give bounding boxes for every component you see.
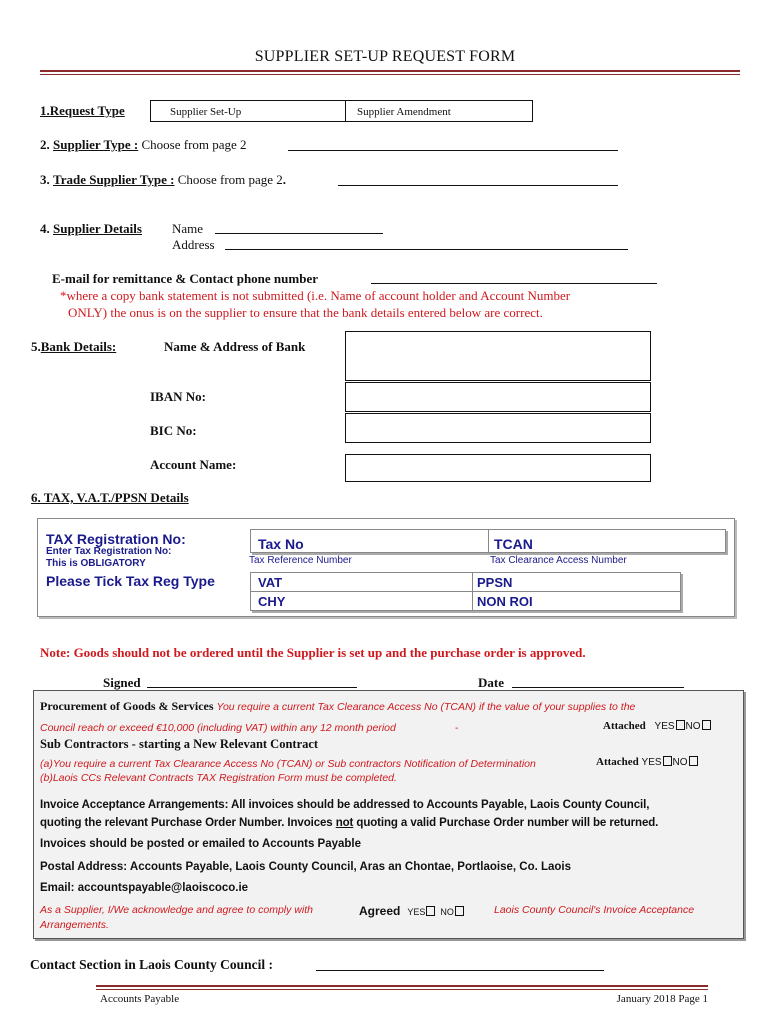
footer-left: Accounts Payable <box>100 993 180 1005</box>
account-name-field[interactable] <box>345 454 651 482</box>
subcontractors-no: NO <box>672 757 688 768</box>
bank-note-line1: *where a copy bank statement is not submitted (i.e. Name of account holder and Account Number <box>60 288 571 303</box>
subcontractors-yes: YES <box>641 757 662 768</box>
agree-row <box>359 902 465 920</box>
procurement-no: NO <box>685 721 701 732</box>
subcontractors-title: Sub Contractors - starting a New Relevant Contract <box>40 737 319 751</box>
subcontractors-attached: Attached <box>596 756 639 768</box>
trade-type-value[interactable]: Choose from page 2 <box>177 172 283 187</box>
iban-label: IBAN No: <box>150 389 206 404</box>
tick-tax-reg-type: Please Tick Tax Reg Type <box>46 573 215 589</box>
procurement-no-checkbox[interactable] <box>702 720 711 730</box>
tax-no-label: Tax No <box>258 536 304 552</box>
agree-no: NO <box>440 907 454 917</box>
email-label: E-mail for remittance & Contact phone number <box>52 271 318 286</box>
agree-yes: YES <box>407 907 426 917</box>
bic-field[interactable] <box>345 413 651 443</box>
procurement-text2: Council reach or exceed €10,000 (including VAT) within any 12 month period <box>40 722 396 734</box>
tax-no-divider <box>488 529 489 553</box>
invoice-line2 <box>40 817 658 829</box>
supplier-details-num: 4. <box>40 221 50 236</box>
bic-label: BIC No: <box>150 423 197 438</box>
option-supplier-setup[interactable]: Supplier Set-Up <box>170 106 242 118</box>
contact-line[interactable] <box>316 970 604 971</box>
supplier-type-label: Supplier Type : <box>53 137 139 152</box>
invoice-line2c: quoting a valid Purchase Order number will be returned. <box>353 817 659 829</box>
invoice-line1: Invoice Acceptance Arrangements: All invoices should be addressed to Accounts Payable, Laois County Council, <box>40 799 650 811</box>
reg-type-hdivider <box>250 591 681 592</box>
signed-label: Signed <box>103 675 141 690</box>
contact-label: Contact Section in Laois County Council : <box>30 957 274 972</box>
request-type-label: 1.Request Type <box>40 103 125 118</box>
bank-details-heading <box>31 339 116 355</box>
supplier-details-label: Supplier Details <box>53 221 142 236</box>
agree-yes-checkbox[interactable] <box>426 906 435 916</box>
invoice-email: Email: accountspayable@laoiscoco.ie <box>40 882 249 894</box>
tcan-label: TCAN <box>494 536 533 552</box>
nonroi-option[interactable]: NON ROI <box>477 594 533 609</box>
address-label: Address <box>172 237 215 252</box>
invoice-line2a: quoting the relevant Purchase Order Number. Invoices <box>40 817 336 829</box>
name-line[interactable] <box>215 233 383 234</box>
bank-name-address-label: Name & Address of Bank <box>164 339 306 354</box>
supplier-type-value[interactable]: Choose from page 2 <box>141 137 247 152</box>
supplier-type-num: 2. <box>40 137 50 152</box>
procurement-yes: YES <box>654 721 675 732</box>
bank-note-line2: ONLY) the onus is on the supplier to ensure that the bank details entered below are correct. <box>68 305 543 320</box>
trade-type-dot: . <box>282 172 287 187</box>
tax-reg-sub1: Enter Tax Registration No: <box>46 546 172 557</box>
agree-no-checkbox[interactable] <box>455 906 464 916</box>
bank-label: Bank Details: <box>40 339 117 354</box>
account-name-label: Account Name: <box>150 457 237 472</box>
name-label: Name <box>172 221 204 236</box>
subcontractors-text-a: (a)You require a current Tax Clearance Access No (TCAN) or Sub contractors Notification of Determination <box>40 758 536 770</box>
agree-text1: As a Supplier, I/We acknowledge and agree to comply with <box>40 904 313 916</box>
procurement-attached-row <box>603 720 712 732</box>
procurement-title: Procurement of Goods & Services <box>40 699 214 713</box>
option-supplier-amendment[interactable]: Supplier Amendment <box>357 106 451 118</box>
date-line[interactable] <box>512 687 684 688</box>
subcontractors-attached-row <box>596 756 699 768</box>
tax-heading: 6. TAX, V.A.T./PPSN Details <box>31 490 189 505</box>
tcan-full-label: Tax Clearance Access Number <box>490 555 627 566</box>
page-title: SUPPLIER SET-UP REQUEST FORM <box>254 48 516 65</box>
tax-reg-sub2: This is OBLIGATORY <box>46 558 146 569</box>
subcontractors-text-b: (b)Laois CCs Relevant Contracts TAX Registration Form must be completed. <box>40 772 397 784</box>
address-line[interactable] <box>225 249 628 250</box>
trade-type-row <box>40 172 286 188</box>
chy-option[interactable]: CHY <box>258 594 286 609</box>
title-rule <box>40 70 740 72</box>
procurement-text1: You require a current Tax Clearance Access No (TCAN) if the value of your supplies to the <box>216 701 636 713</box>
footer-rule <box>96 985 708 987</box>
invoice-postal: Postal Address: Accounts Payable, Laois County Council, Aras an Chontae, Portlaoise, Co. Laois <box>40 861 572 873</box>
bank-num: 5. <box>31 339 41 354</box>
signed-line[interactable] <box>147 687 357 688</box>
vat-option[interactable]: VAT <box>258 575 283 590</box>
email-line[interactable] <box>371 283 657 284</box>
bank-name-address-field[interactable] <box>345 331 651 381</box>
request-divider <box>345 100 346 122</box>
procurement-row1 <box>40 699 635 714</box>
procurement-attached: Attached <box>603 720 646 732</box>
trade-type-line[interactable] <box>338 185 618 186</box>
agree-policy: Laois County Council's Invoice Acceptance <box>494 904 695 916</box>
footer-rule-thin <box>96 989 708 990</box>
tax-reg-title: TAX Registration No: <box>46 531 186 547</box>
supplier-type-line[interactable] <box>288 150 618 151</box>
date-label: Date <box>478 675 504 690</box>
subcontractors-no-checkbox[interactable] <box>689 756 698 766</box>
tax-ref-label: Tax Reference Number <box>249 555 352 566</box>
footer-right: January 2018 Page 1 <box>616 993 708 1005</box>
procurement-dash: - <box>455 722 459 734</box>
invoice-line2b: not <box>335 817 354 829</box>
iban-field[interactable] <box>345 382 651 412</box>
agree-text2: Arrangements. <box>40 919 109 931</box>
order-note: Note: Goods should not be ordered until the Supplier is set up and the purchase order is approved. <box>40 645 586 660</box>
ppsn-option[interactable]: PPSN <box>477 575 513 590</box>
trade-type-label: Trade Supplier Type : <box>53 172 175 187</box>
trade-type-num: 3. <box>40 172 50 187</box>
agreed-label: Agreed <box>359 904 401 918</box>
subcontractors-yes-checkbox[interactable] <box>663 756 672 766</box>
title-rule-thin <box>40 74 740 75</box>
procurement-yes-checkbox[interactable] <box>676 720 685 730</box>
supplier-details-row <box>40 221 142 237</box>
invoice-posted: Invoices should be posted or emailed to Accounts Payable <box>40 838 362 850</box>
